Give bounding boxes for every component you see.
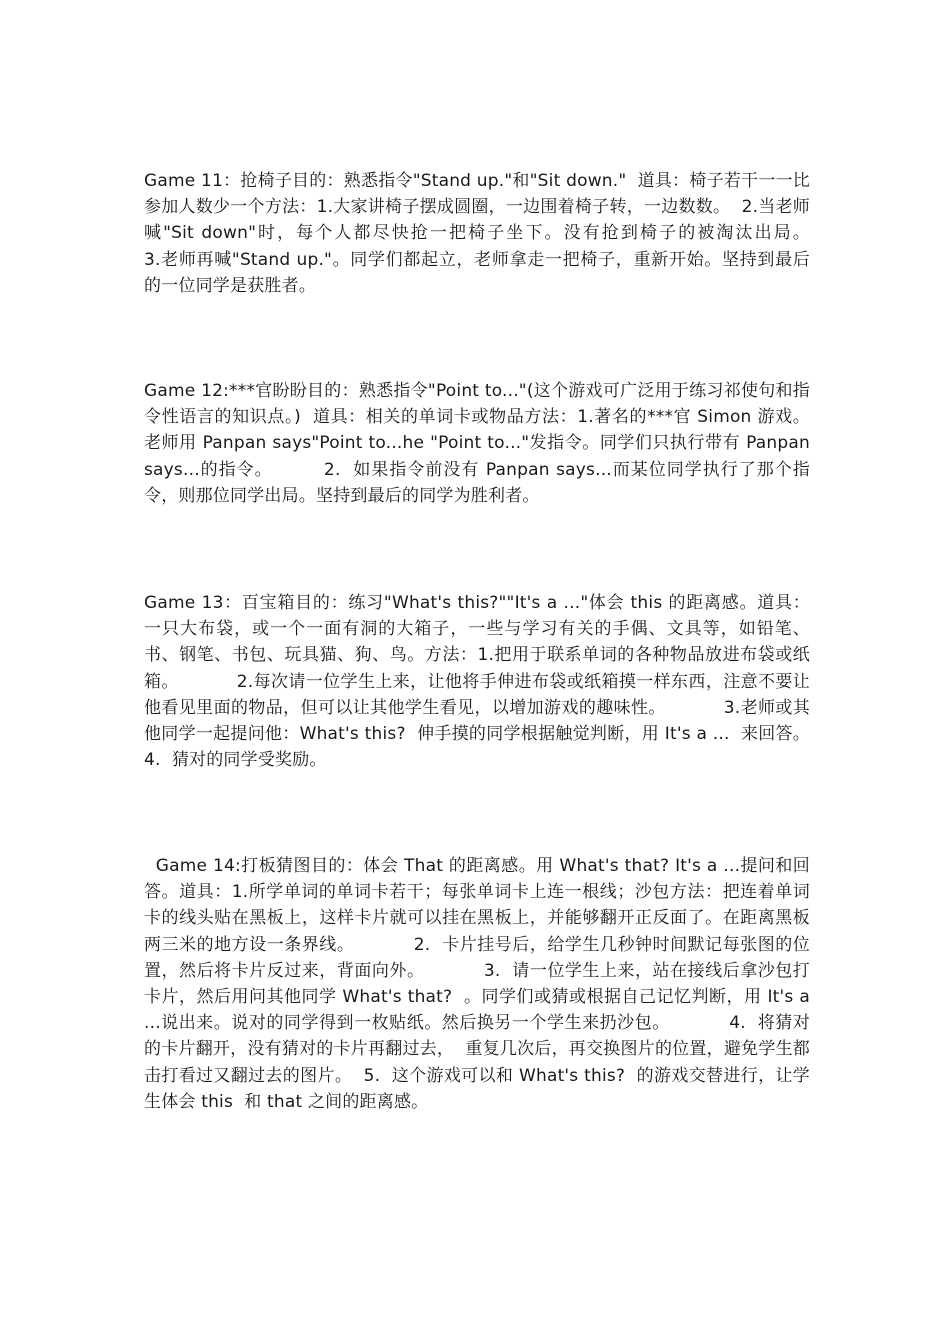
paragraph-game-11: Game 11：抢椅子目的：熟悉指令"Stand up."和"Sit down." 道具：椅子若干一一比参加人数少一个方法：1.大家讲椅子摆成圆圈，一边围着椅子转，一边数数。 2.当老师喊"Sit down"时，每个人都尽快抢一把椅子坐下。没有抢到椅子的被淘汰出局。 3.老师再喊"Stand up."。同学们都起立，老师拿走一把椅子，重新开始。坚持到最后的一位同学是获胜者。	[144, 171, 867, 296]
paragraph-game-12: Game 12:***官盼盼目的：熟悉指令"Point to..."(这个游戏可广泛用于练习祁使句和指令性语言的知识点。) 道具：相关的单词卡或物品方法：1.著名的***官 Simon 游戏。老师用 Panpan says"Point to...he "Point to..."发指令。同学们只执行带有 Panpansays...的指令。 2. 如果指令前没有 Panpan says...而某位同学执行了那个指令，则那位同学出局。坚持到最后的同学为胜利者。	[144, 381, 810, 506]
paragraph-game-14: Game 14:打板猜图目的：体会 That 的距离感。用 What's that? It's a ...提问和回答。道具：1.所学单词的单词卡若干；每张单词卡上连一根线；沙包方法：把连着单词卡的线头贴在黑板上，这样卡片就可以挂在黑板上，并能够翻开正反面了。在距离黑板两三米的地方设一条界线。 2. 卡片挂号后，给学生几秒钟时间默记每张图的位置，然后将卡片反过来，背面向外。 3. 请一位学生上来，站在接线后拿沙包打卡片，然后用问其他同学 What's that? 。同学们或猜或根据自己记忆判断，用 It's a ...说出来。说对的同学得到一枚贴纸。然后换另一个学生来扔沙包。 4. 将猜对的卡片翻开，没有猜对的卡片再翻过去， 重复几次后，再交换图片的位置，避免学生都击打看过又翻过去的图片。 5. 这个游戏可以和 What's this? 的游戏交替进行，让学生体会 this 和 that 之间的距离感。	[144, 856, 816, 1112]
paragraph-game-13: Game 13：百宝箱目的：练习"What's this?""It's a ..."体会 this 的距离感。道具：一只大布袋，或一个一面有洞的大箱子，一些与学习有关的手偶、文具等，如铅笔、书、钢笔、书包、玩具猫、狗、鸟。方法：1.把用于联系单词的各种物品放进布袋或纸箱。 2.每次请一位学生上来，让他将手伸进布袋或纸箱摸一样东西，注意不要让他看见里面的物品，但可以让其他学生看见，以增加游戏的趣味性。 3.老师或其他同学一起提问他：What's this? 伸手摸的同学根据触觉判断，用 It's a ... 来回答。 4. 猜对的同学受奖励。	[144, 593, 867, 771]
